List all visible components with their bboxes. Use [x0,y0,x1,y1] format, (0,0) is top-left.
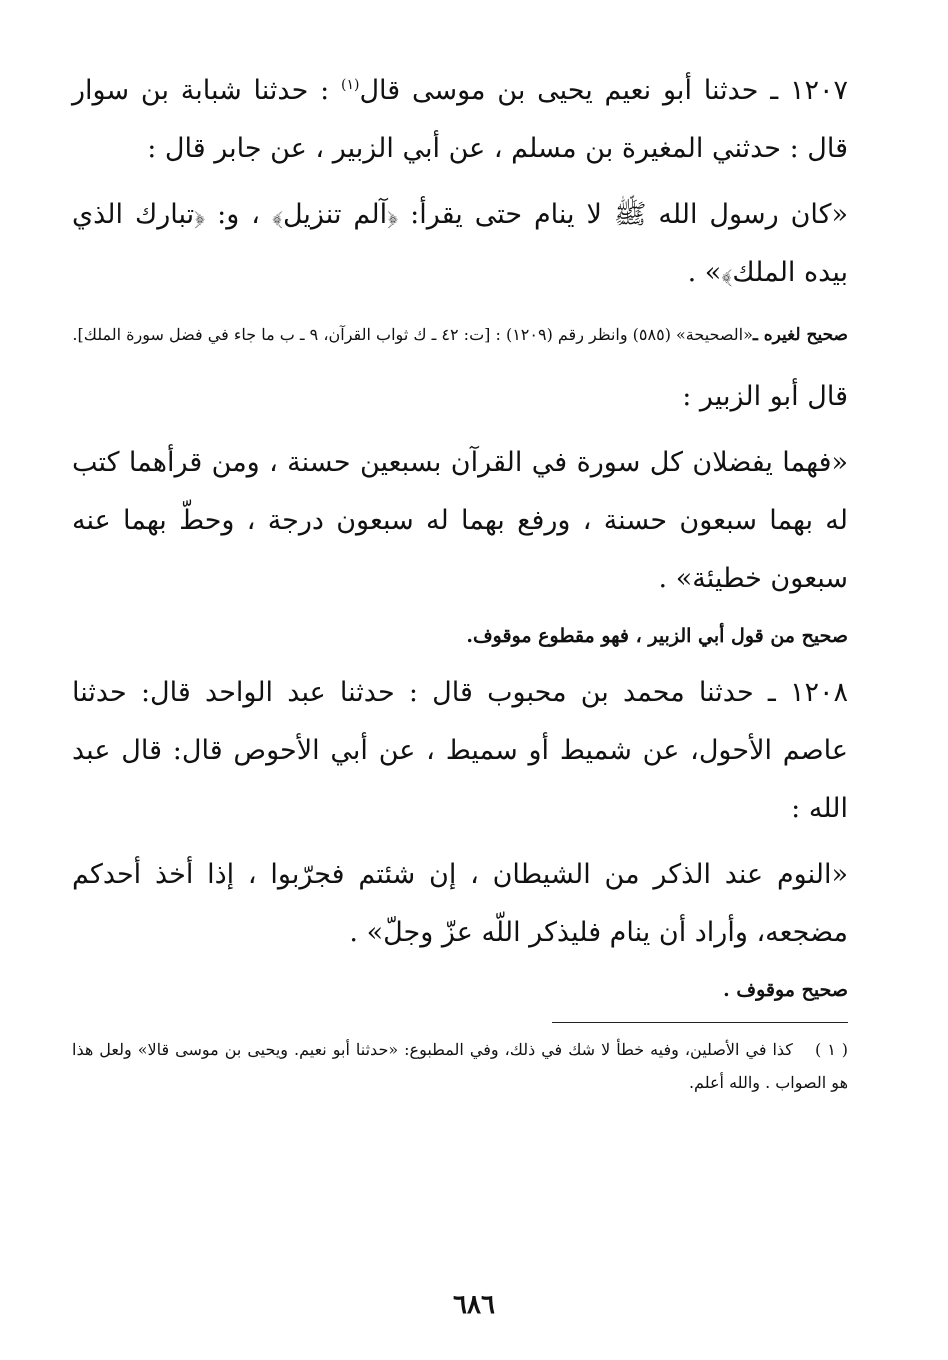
footnote-number: ( ١ ) [814,1040,849,1059]
hadith-1207-grade: صحيح لغيره ـ [752,325,848,345]
hadith-1208-isnad: ١٢٠٨ ـ حدثنا محمد بن محبوب قال : حدثنا عبد الواحد قال: حدثنا عاصم الأحول، عن شميط أو سميط ، عن أبي الأحوص قال: قال عبد الله : [72,677,848,824]
abu-zubair-intro: قال أبو الزبير : [682,381,848,412]
hadith-1207-matn: «كان رسول الله ﷺ لا ينام حتى يقرأ: ﴿آلم تنزيل﴾ ، و: ﴿تبارك الذي بيده الملك﴾» . [72,199,848,288]
hadith-1207-grade-ref: «الصحيحة» (٥٨٥) وانظر رقم (١٢٠٩) : [ت: ٤٢ ـ ك ثواب القرآن، ٩ ـ ب ما جاء في فضل سورة الملك]. [72,325,753,344]
hadith-1207-isnad-rest: : حدثنا شبابة بن سوار قال : حدثني المغيرة بن مسلم ، عن أبي الزبير ، عن جابر قال : [72,75,848,164]
abu-zubair-matn: «فهما يفضلان كل سورة في القرآن بسبعين حسنة ، ومن قرأهما كتب له بهما سبعون حسنة ، ورفع بهما له سبعون درجة ، وحطّ بهما عنه سبعون خطيئة» . [72,447,848,594]
hadith-1208-grade: صحيح موقوف . [723,979,848,1001]
hadith-1207-isnad [72,62,848,178]
footnote [72,1033,848,1099]
hadith-1208-matn: «النوم عند الذكر من الشيطان ، إن شئتم فجرّبوا ، إذا أخذ أحدكم مضجعه، وأراد أن ينام فليذكر اللّه عزّ وجلّ» . [72,859,848,948]
abu-zubair-grade: صحيح من قول أبي الزبير ، فهو مقطوع موقوف. [466,625,848,647]
footnote-text: كذا في الأصلين، وفيه خطأ لا شك في ذلك، وفي المطبوع: «حدثنا أبو نعيم. ويحيى بن موسى قالا» ولعل هذا هو الصواب . والله أعلم. [72,1040,848,1092]
footnote-marker: (١) [340,77,360,93]
footnote-divider [552,1022,848,1023]
page-body [72,62,848,1099]
hadith-1207-isnad-start: ١٢٠٧ ـ حدثنا أبو نعيم يحيى بن موسى قال [359,75,848,106]
page-number: ٦٨٦ [453,1290,495,1320]
hadith-1207-grade-line [72,320,848,350]
